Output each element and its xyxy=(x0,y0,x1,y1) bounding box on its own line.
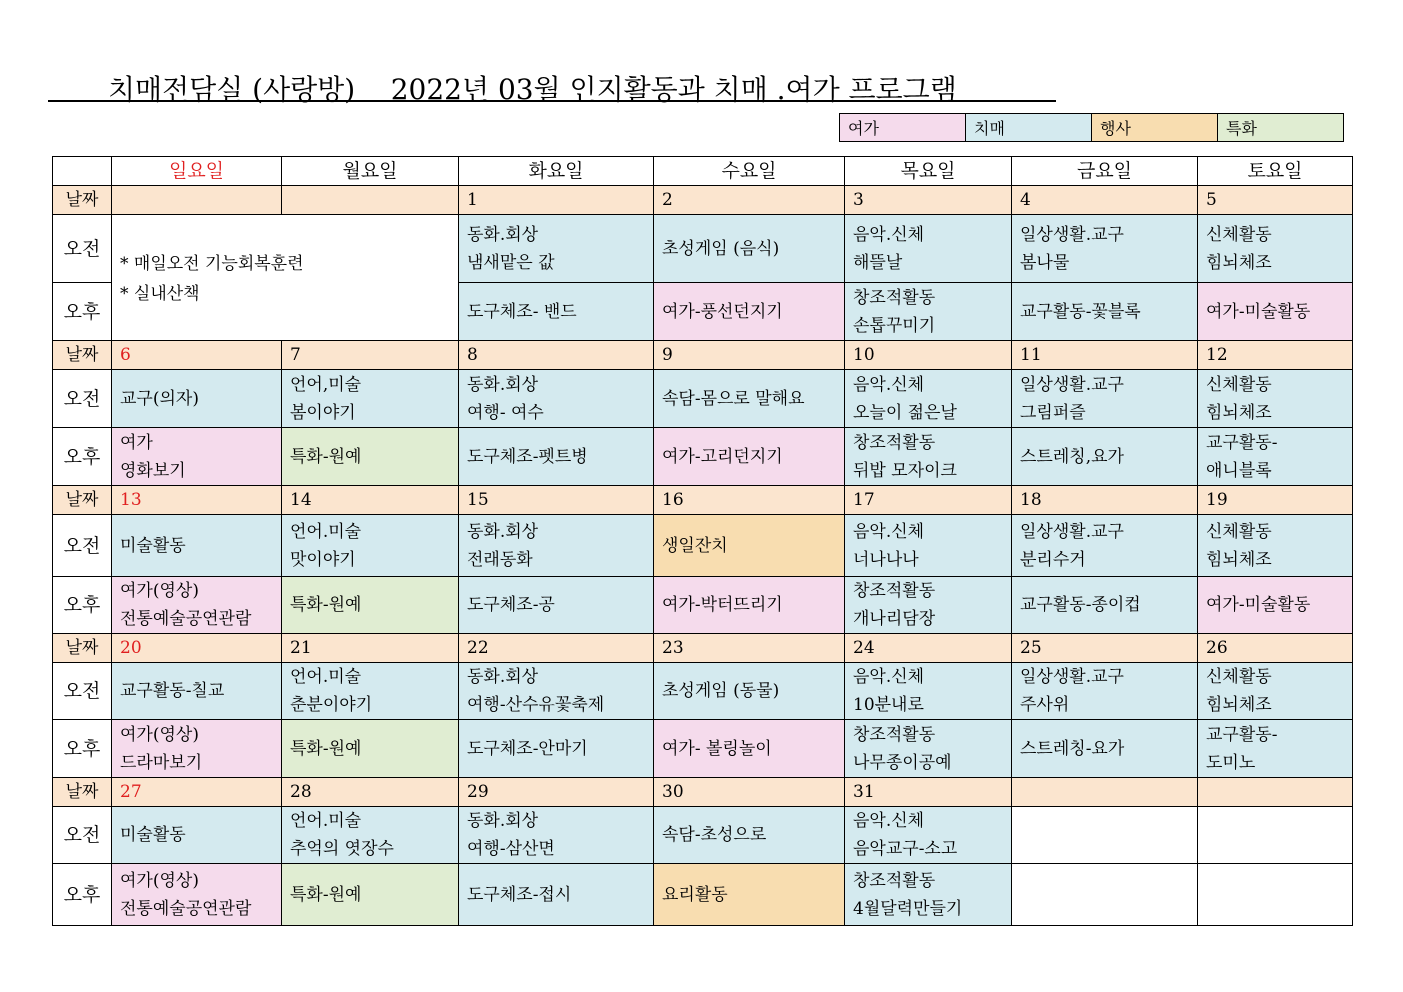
am-activity-cell xyxy=(459,215,654,283)
pm-activity-cell xyxy=(1012,283,1198,341)
cell-line: 뒤밥 모자이크 xyxy=(853,460,957,481)
weekday-2: 화요일 xyxy=(459,157,654,186)
date-row-label: 날짜 xyxy=(53,341,112,370)
cell-line: 힘뇌체조 xyxy=(1206,402,1272,423)
cell-line: 신체활동 xyxy=(1206,374,1272,395)
am-row xyxy=(53,515,1353,577)
cell-line: 냄새맡은 값 xyxy=(467,252,555,273)
am-activity-cell xyxy=(112,663,282,720)
date-cell: 31 xyxy=(845,778,1012,807)
weekday-6: 토요일 xyxy=(1198,157,1353,186)
am-activity-cell xyxy=(459,807,654,864)
cell-line: 도구체조-접시 xyxy=(467,884,572,905)
cell-line: 도구체조-펫트병 xyxy=(467,446,588,467)
cell-line: 교구활동-칠교 xyxy=(120,681,225,701)
cell-line: 언어.미술 xyxy=(290,521,362,542)
pm-activity-cell xyxy=(1198,283,1353,341)
cell-line: 나무종이공예 xyxy=(853,752,952,773)
cell-line: 음악.신체 xyxy=(853,521,925,542)
am-row-label: 오전 xyxy=(53,515,112,577)
corner-cell xyxy=(53,157,112,186)
weekday-5: 금요일 xyxy=(1012,157,1198,186)
date-cell: 1 xyxy=(459,186,654,215)
am-activity-cell xyxy=(282,807,459,864)
cell-line: 초성게임 (동물) xyxy=(662,681,780,701)
am-activity-cell xyxy=(282,515,459,577)
cell-line: 일상생활.교구 xyxy=(1020,224,1124,245)
date-cell: 27 xyxy=(112,778,282,807)
am-activity-cell xyxy=(1198,807,1353,864)
daily-note-line: * 실내산책 xyxy=(120,284,200,304)
legend-special: 특화 xyxy=(1218,114,1344,142)
cell-line: 교구활동-종이컵 xyxy=(1020,595,1141,615)
cell-line: 음악.신체 xyxy=(853,667,925,687)
cell-line: 힘뇌체조 xyxy=(1206,695,1272,715)
cell-line: 영화보기 xyxy=(120,460,186,481)
date-cell: 24 xyxy=(845,634,1012,663)
cell-line: 도구체조-공 xyxy=(467,595,555,615)
date-row-label: 날짜 xyxy=(53,186,112,215)
cell-line: 특화-원예 xyxy=(290,595,362,615)
weekday-3: 수요일 xyxy=(654,157,845,186)
cell-line: 여가- 볼링놀이 xyxy=(662,738,772,759)
pm-activity-cell xyxy=(845,283,1012,341)
date-cell xyxy=(282,186,459,215)
cell-line: 4월달력만들기 xyxy=(853,898,963,919)
pm-row xyxy=(53,864,1353,926)
cell-line: 교구(의자) xyxy=(120,388,199,409)
am-activity-cell xyxy=(654,370,845,428)
cell-line: 맛이야기 xyxy=(290,549,356,570)
cell-line: 여가-풍선던지기 xyxy=(662,301,783,322)
cell-line: 동화.회상 xyxy=(467,521,539,542)
cell-line: 도미노 xyxy=(1206,752,1256,773)
cell-line: 음악교구-소고 xyxy=(853,839,958,859)
cell-line: 신체활동 xyxy=(1206,521,1272,542)
date-cell: 20 xyxy=(112,634,282,663)
cell-line: 힘뇌체조 xyxy=(1206,549,1272,570)
date-row xyxy=(53,486,1353,515)
legend-event: 행사 xyxy=(1092,114,1218,142)
date-cell: 18 xyxy=(1012,486,1198,515)
date-cell: 11 xyxy=(1012,341,1198,370)
cell-line: 미술활동 xyxy=(120,825,186,845)
am-activity-cell xyxy=(1012,663,1198,720)
date-cell xyxy=(1012,778,1198,807)
cell-line: 창조적활동 xyxy=(853,870,936,891)
date-cell: 30 xyxy=(654,778,845,807)
date-cell: 26 xyxy=(1198,634,1353,663)
date-cell: 13 xyxy=(112,486,282,515)
color-legend xyxy=(839,113,1344,142)
date-row-label: 날짜 xyxy=(53,634,112,663)
am-activity-cell xyxy=(1012,215,1198,283)
cell-line: 신체활동 xyxy=(1206,667,1272,687)
am-activity-cell xyxy=(654,215,845,283)
cell-line: 스트레칭,요가 xyxy=(1020,446,1124,467)
pm-row-label: 오후 xyxy=(53,577,112,634)
date-cell: 14 xyxy=(282,486,459,515)
pm-activity-cell xyxy=(282,864,459,926)
cell-line: 동화.회상 xyxy=(467,811,539,831)
cell-line: 창조적활동 xyxy=(853,432,936,453)
date-cell: 2 xyxy=(654,186,845,215)
weekday-0: 일요일 xyxy=(112,157,282,186)
legend-yeoga: 여가 xyxy=(840,114,966,142)
cell-line: 봄이야기 xyxy=(290,402,356,423)
cell-line: 교구활동- xyxy=(1206,724,1278,745)
am-activity-cell xyxy=(845,663,1012,720)
cell-line: 교구활동-꽃블록 xyxy=(1020,301,1141,322)
cell-line: 속담-초성으로 xyxy=(662,825,767,845)
cell-line: 일상생활.교구 xyxy=(1020,521,1124,542)
cell-line: 초성게임 (음식) xyxy=(662,238,780,259)
cell-line: 동화.회상 xyxy=(467,374,539,395)
cell-line: 도구체조-안마기 xyxy=(467,738,588,759)
pm-activity-cell xyxy=(112,577,282,634)
cell-line: 애니블록 xyxy=(1206,460,1272,481)
am-activity-cell xyxy=(459,663,654,720)
cell-line: 분리수거 xyxy=(1020,549,1086,570)
page-title-bar xyxy=(48,66,1056,106)
date-cell: 9 xyxy=(654,341,845,370)
cell-line: 전통예술공연관람 xyxy=(120,609,252,629)
pm-activity-cell xyxy=(112,720,282,778)
pm-activity-cell xyxy=(845,577,1012,634)
cell-line: 동화.회상 xyxy=(467,667,539,687)
pm-row-label: 오후 xyxy=(53,864,112,926)
weekday-1: 월요일 xyxy=(282,157,459,186)
cell-line: 개나리담장 xyxy=(853,609,936,629)
cell-line: 음악.신체 xyxy=(853,811,925,831)
page-title: 치매전담실 (사랑방) 2022년 03월 인지활동과 치매 .여가 프로그램 xyxy=(108,73,957,106)
pm-activity-cell xyxy=(654,283,845,341)
daily-note-line: * 매일오전 기능회복훈련 xyxy=(120,254,304,274)
am-activity-cell xyxy=(1198,515,1353,577)
pm-activity-cell xyxy=(1012,864,1198,926)
cell-line: 여행- 여수 xyxy=(467,402,544,423)
pm-row xyxy=(53,577,1353,634)
am-activity-cell xyxy=(845,807,1012,864)
cell-line: 손톱꾸미기 xyxy=(853,315,936,336)
pm-activity-cell xyxy=(282,720,459,778)
date-cell: 17 xyxy=(845,486,1012,515)
am-row xyxy=(53,215,1353,283)
cell-line: 특화-원예 xyxy=(290,884,362,905)
date-cell: 15 xyxy=(459,486,654,515)
am-activity-cell xyxy=(654,663,845,720)
am-row xyxy=(53,807,1353,864)
pm-activity-cell xyxy=(1012,720,1198,778)
am-activity-cell xyxy=(459,370,654,428)
cell-line: 여행-산수유꽃축제 xyxy=(467,695,605,715)
cell-line: 해뜰날 xyxy=(853,252,903,273)
weekday-4: 목요일 xyxy=(845,157,1012,186)
date-cell: 6 xyxy=(112,341,282,370)
date-cell xyxy=(112,186,282,215)
pm-row-label: 오후 xyxy=(53,283,112,341)
cell-line: 추억의 엿장수 xyxy=(290,839,394,859)
cell-line: 봄나물 xyxy=(1020,252,1070,273)
cell-line: 여가-미술활동 xyxy=(1206,301,1311,322)
am-activity-cell xyxy=(654,515,845,577)
am-activity-cell xyxy=(1012,370,1198,428)
cell-line: 미술활동 xyxy=(120,535,186,556)
am-activity-cell xyxy=(112,807,282,864)
pm-activity-cell xyxy=(1012,428,1198,486)
pm-activity-cell xyxy=(845,864,1012,926)
date-row xyxy=(53,634,1353,663)
cell-line: 스트레칭-요가 xyxy=(1020,738,1125,759)
am-activity-cell xyxy=(1198,370,1353,428)
am-activity-cell xyxy=(1198,215,1353,283)
am-activity-cell xyxy=(845,370,1012,428)
date-cell: 7 xyxy=(282,341,459,370)
am-activity-cell xyxy=(282,370,459,428)
date-cell: 22 xyxy=(459,634,654,663)
date-cell: 19 xyxy=(1198,486,1353,515)
pm-activity-cell xyxy=(459,577,654,634)
date-row xyxy=(53,341,1353,370)
pm-activity-cell xyxy=(459,720,654,778)
cell-line: 여가(영상) xyxy=(120,724,199,745)
cell-line: 너나나나 xyxy=(853,549,919,570)
pm-activity-cell xyxy=(654,428,845,486)
pm-row-label: 오후 xyxy=(53,720,112,778)
pm-activity-cell xyxy=(459,428,654,486)
date-cell: 10 xyxy=(845,341,1012,370)
legend-chimae: 치매 xyxy=(966,114,1092,142)
am-row-label: 오전 xyxy=(53,807,112,864)
cell-line: 생일잔치 xyxy=(662,535,728,556)
pm-activity-cell xyxy=(282,428,459,486)
date-cell: 25 xyxy=(1012,634,1198,663)
cell-line: 언어.미술 xyxy=(290,811,362,831)
cell-line: 신체활동 xyxy=(1206,224,1272,245)
cell-line: 음악.신체 xyxy=(853,374,925,395)
cell-line: 동화.회상 xyxy=(467,224,539,245)
pm-activity-cell xyxy=(1012,577,1198,634)
pm-row-label: 오후 xyxy=(53,428,112,486)
pm-activity-cell xyxy=(459,864,654,926)
date-row-label: 날짜 xyxy=(53,778,112,807)
cell-line: 드라마보기 xyxy=(120,752,203,773)
date-cell: 29 xyxy=(459,778,654,807)
cell-line: 여가(영상) xyxy=(120,581,199,601)
am-activity-cell xyxy=(845,215,1012,283)
cell-line: 여가-고리던지기 xyxy=(662,446,783,467)
cell-line: 일상생활.교구 xyxy=(1020,374,1124,395)
cell-line: 여가-미술활동 xyxy=(1206,595,1311,615)
date-cell: 23 xyxy=(654,634,845,663)
pm-activity-cell xyxy=(654,720,845,778)
cell-line: 일상생활.교구 xyxy=(1020,667,1124,687)
monthly-schedule-table xyxy=(52,156,1353,926)
am-activity-cell xyxy=(1012,807,1198,864)
am-row-label: 오전 xyxy=(53,370,112,428)
pm-activity-cell xyxy=(1198,577,1353,634)
am-activity-cell xyxy=(845,515,1012,577)
cell-line: 전통예술공연관람 xyxy=(120,898,252,919)
weekday-header-row xyxy=(53,157,1353,186)
pm-activity-cell xyxy=(112,864,282,926)
pm-activity-cell xyxy=(845,428,1012,486)
cell-line: 춘분이야기 xyxy=(290,695,373,715)
cell-line: 창조적활동 xyxy=(853,581,936,601)
pm-row xyxy=(53,428,1353,486)
date-cell: 16 xyxy=(654,486,845,515)
daily-note-cell xyxy=(112,215,459,341)
cell-line: 여가 xyxy=(120,432,153,453)
cell-line: 특화-원예 xyxy=(290,738,362,759)
date-row xyxy=(53,186,1353,215)
cell-line: 힘뇌체조 xyxy=(1206,252,1272,273)
am-row xyxy=(53,370,1353,428)
am-activity-cell xyxy=(459,515,654,577)
cell-line: 속담-몸으로 말해요 xyxy=(662,388,805,409)
date-cell: 21 xyxy=(282,634,459,663)
am-activity-cell xyxy=(1198,663,1353,720)
cell-line: 창조적활동 xyxy=(853,724,936,745)
pm-activity-cell xyxy=(1198,428,1353,486)
date-row xyxy=(53,778,1353,807)
am-row-label: 오전 xyxy=(53,215,112,283)
am-activity-cell xyxy=(112,515,282,577)
pm-activity-cell xyxy=(654,577,845,634)
cell-line: 여행-삼산면 xyxy=(467,839,555,859)
cell-line: 창조적활동 xyxy=(853,287,936,308)
date-cell: 8 xyxy=(459,341,654,370)
pm-activity-cell xyxy=(654,864,845,926)
date-row-label: 날짜 xyxy=(53,486,112,515)
cell-line: 오늘이 젊은날 xyxy=(853,402,957,423)
pm-activity-cell xyxy=(1198,720,1353,778)
pm-activity-cell xyxy=(282,577,459,634)
cell-line: 특화-원예 xyxy=(290,446,362,467)
am-activity-cell xyxy=(654,807,845,864)
cell-line: 음악.신체 xyxy=(853,224,925,245)
am-activity-cell xyxy=(282,663,459,720)
am-activity-cell xyxy=(112,370,282,428)
cell-line: 도구체조- 밴드 xyxy=(467,301,577,322)
cell-line: 여가-박터뜨리기 xyxy=(662,595,783,615)
date-cell: 4 xyxy=(1012,186,1198,215)
pm-activity-cell xyxy=(845,720,1012,778)
pm-activity-cell xyxy=(1198,864,1353,926)
pm-row xyxy=(53,720,1353,778)
date-cell: 28 xyxy=(282,778,459,807)
date-cell xyxy=(1198,778,1353,807)
cell-line: 주사위 xyxy=(1020,695,1070,715)
cell-line: 여가(영상) xyxy=(120,870,199,891)
am-row-label: 오전 xyxy=(53,663,112,720)
am-row xyxy=(53,663,1353,720)
pm-activity-cell xyxy=(112,428,282,486)
date-cell: 5 xyxy=(1198,186,1353,215)
cell-line: 언어,미술 xyxy=(290,374,362,395)
cell-line: 언어.미술 xyxy=(290,667,362,687)
date-cell: 12 xyxy=(1198,341,1353,370)
cell-line: 전래동화 xyxy=(467,549,533,570)
date-cell: 3 xyxy=(845,186,1012,215)
am-activity-cell xyxy=(1012,515,1198,577)
cell-line: 교구활동- xyxy=(1206,432,1278,453)
cell-line: 요리활동 xyxy=(662,884,728,905)
pm-activity-cell xyxy=(459,283,654,341)
cell-line: 10분내로 xyxy=(853,695,924,715)
cell-line: 그림퍼즐 xyxy=(1020,402,1086,423)
